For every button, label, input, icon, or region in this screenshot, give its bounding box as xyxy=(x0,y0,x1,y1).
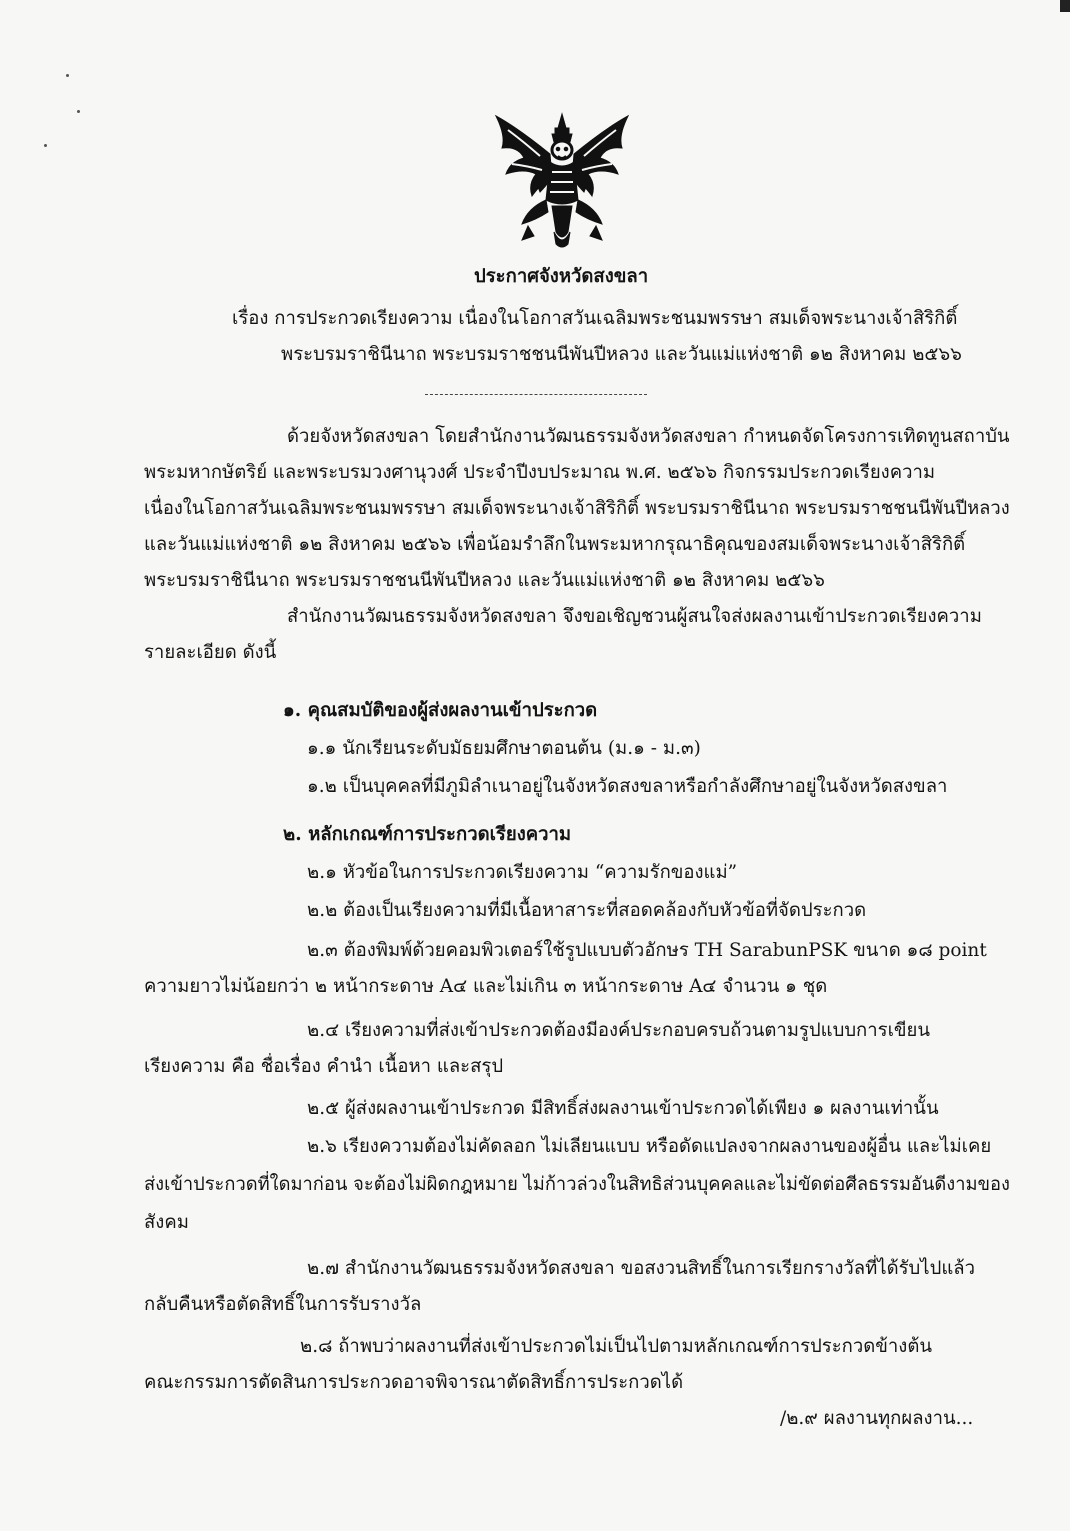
section-2-line: ๒.๖ เรียงความต้องไม่คัดลอก ไม่เลียนแบบ หรือดัดแปลงจากผลงานของผู้อื่น และไม่เคย xyxy=(307,1136,992,1157)
scan-speck xyxy=(77,110,80,113)
intro-line: และวันแม่แห่งชาติ ๑๒ สิงหาคม ๒๕๖๖ เพื่อน้อมรำลึกในพระมหากรุณาธิคุณของสมเด็จพระนางเจ้าสิริกิติ์ xyxy=(144,534,966,555)
intro-line: ด้วยจังหวัดสงขลา โดยสำนักงานวัฒนธรรมจังหวัดสงขลา กำหนดจัดโครงการเทิดทูนสถาบัน xyxy=(287,426,1010,447)
section-2-line: ๒.๑ หัวข้อในการประกวดเรียงความ “ความรักของแม่” xyxy=(307,862,738,883)
section-1-item: ๑.๑ นักเรียนระดับมัธยมศึกษาตอนต้น (ม.๑ - ม.๓) xyxy=(307,738,701,759)
section-2-line: ๒.๕ ผู้ส่งผลงานเข้าประกวด มีสิทธิ์ส่งผลงานเข้าประกวดได้เพียง ๑ ผลงานเท่านั้น xyxy=(307,1098,939,1119)
scan-corner-mark xyxy=(1060,0,1070,12)
garuda-emblem-icon xyxy=(488,108,636,250)
intro-line: รายละเอียด ดังนี้ xyxy=(144,642,277,663)
intro-line: พระบรมราชินีนาถ พระบรมราชชนนีพันปีหลวง และวันแม่แห่งชาติ ๑๒ สิงหาคม ๒๕๖๖ xyxy=(144,570,825,591)
scan-speck xyxy=(44,144,47,147)
section-2-line: กลับคืนหรือตัดสิทธิ์ในการรับรางวัล xyxy=(144,1294,422,1315)
page-continuation: /๒.๙ ผลงานทุกผลงาน... xyxy=(780,1408,974,1429)
section-2-line: สังคม xyxy=(144,1212,189,1233)
section-2-line: ส่งเข้าประกวดที่ใดมาก่อน จะต้องไม่ผิดกฎหมาย ไม่ก้าวล่วงในสิทธิส่วนบุคคลและไม่ขัดต่อศีลธรรมอันดีงามของ xyxy=(144,1174,1010,1195)
section-2-line: ๒.๗ สำนักงานวัฒนธรรมจังหวัดสงขลา ขอสงวนสิทธิ์ในการเรียกรางวัลที่ได้รับไปแล้ว xyxy=(307,1258,975,1279)
intro-line: พระมหากษัตริย์ และพระบรมวงศานุวงศ์ ประจำปีงบประมาณ พ.ศ. ๒๕๖๖ กิจกรรมประกวดเรียงความ xyxy=(144,462,936,483)
section-2-line: ๒.๘ ถ้าพบว่าผลงานที่ส่งเข้าประกวดไม่เป็นไปตามหลักเกณฑ์การประกวดข้างต้น xyxy=(300,1336,932,1357)
section-1-heading: ๑. คุณสมบัติของผู้ส่งผลงานเข้าประกวด xyxy=(283,700,598,721)
scan-speck xyxy=(66,74,69,77)
section-2-heading: ๒. หลักเกณฑ์การประกวดเรียงความ xyxy=(283,824,572,845)
section-2-line: ๒.๔ เรียงความที่ส่งเข้าประกวดต้องมีองค์ประกอบครบถ้วนตามรูปแบบการเขียน xyxy=(307,1020,931,1041)
section-2-line: ความยาวไม่น้อยกว่า ๒ หน้ากระดาษ A๔ และไม่เกิน ๓ หน้ากระดาษ A๔ จำนวน ๑ ชุด xyxy=(144,976,828,997)
section-2-line: เรียงความ คือ ชื่อเรื่อง คำนำ เนื้อหา และสรุป xyxy=(144,1056,504,1077)
subject-line-1: เรื่อง การประกวดเรียงความ เนื่องในโอกาสวันเฉลิมพระชนมพรรษา สมเด็จพระนางเจ้าสิริกิติ์ xyxy=(232,308,958,329)
section-2-line: ๒.๓ ต้องพิมพ์ด้วยคอมพิวเตอร์ใช้รูปแบบตัวอักษร TH SarabunPSK ขนาด ๑๘ point xyxy=(307,940,987,961)
subject-line-2: พระบรมราชินีนาถ พระบรมราชชนนีพันปีหลวง และวันแม่แห่งชาติ ๑๒ สิงหาคม ๒๕๖๖ xyxy=(281,344,962,365)
intro-line: สำนักงานวัฒนธรรมจังหวัดสงขลา จึงขอเชิญชวนผู้สนใจส่งผลงานเข้าประกวดเรียงความ xyxy=(287,606,982,627)
intro-line: เนื่องในโอกาสวันเฉลิมพระชนมพรรษา สมเด็จพระนางเจ้าสิริกิติ์ พระบรมราชินีนาถ พระบรมราชชนนีพันปีหลวง xyxy=(144,498,1010,519)
section-2-line: คณะกรรมการตัดสินการประกวดอาจพิจารณาตัดสิทธิ์การประกวดได้ xyxy=(144,1372,684,1393)
header-separator xyxy=(425,394,647,395)
section-1-item: ๑.๒ เป็นบุคคลที่มีภูมิลำเนาอยู่ในจังหวัดสงขลาหรือกำลังศึกษาอยู่ในจังหวัดสงขลา xyxy=(307,776,948,797)
announcement-title: ประกาศจังหวัดสงขลา xyxy=(474,266,649,287)
section-2-line: ๒.๒ ต้องเป็นเรียงความที่มีเนื้อหาสาระที่สอดคล้องกับหัวข้อที่จัดประกวด xyxy=(307,900,867,921)
